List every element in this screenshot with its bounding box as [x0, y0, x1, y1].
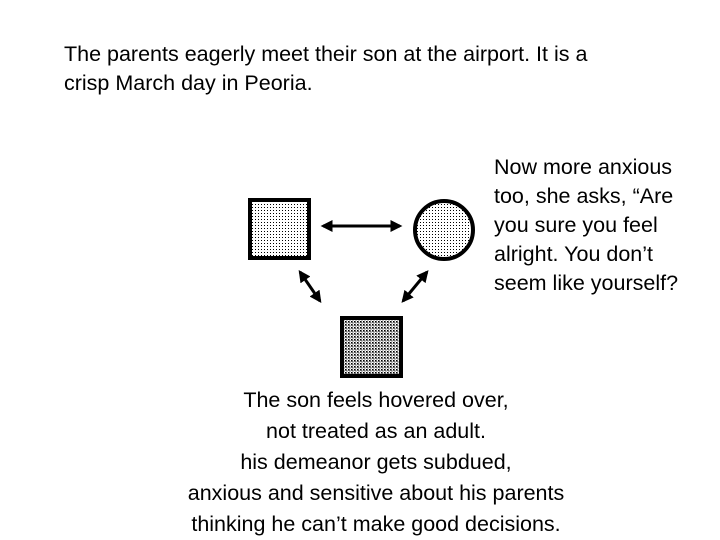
mother-line: too, she asks, “Are — [494, 184, 674, 208]
mother-son-arrow — [403, 272, 427, 301]
mother-line: alright. You don’t — [494, 242, 653, 266]
mother-line: you sure you feel — [494, 213, 658, 237]
mother-line: Now more anxious — [494, 155, 673, 179]
son-line: thinking he can’t make good decisions. — [191, 512, 561, 536]
son-line: anxious and sensitive about his parents — [187, 481, 565, 505]
intro-line: crisp March day in Peoria. — [64, 71, 313, 95]
son-text — [160, 385, 592, 540]
mother-text — [494, 153, 678, 298]
father-square — [250, 200, 309, 258]
son-line: not treated as an adult. — [266, 419, 486, 443]
father-son-arrow — [300, 272, 320, 301]
son-line: his demeanor gets subdued, — [240, 450, 512, 474]
mother-circle — [415, 201, 473, 259]
intro-line: The parents eagerly meet their son at the airport. It is a — [64, 42, 588, 66]
mother-line: seem like yourself? — [494, 271, 679, 295]
son-square — [342, 318, 401, 376]
intro-text — [64, 40, 587, 98]
son-line: The son feels hovered over, — [243, 388, 509, 412]
